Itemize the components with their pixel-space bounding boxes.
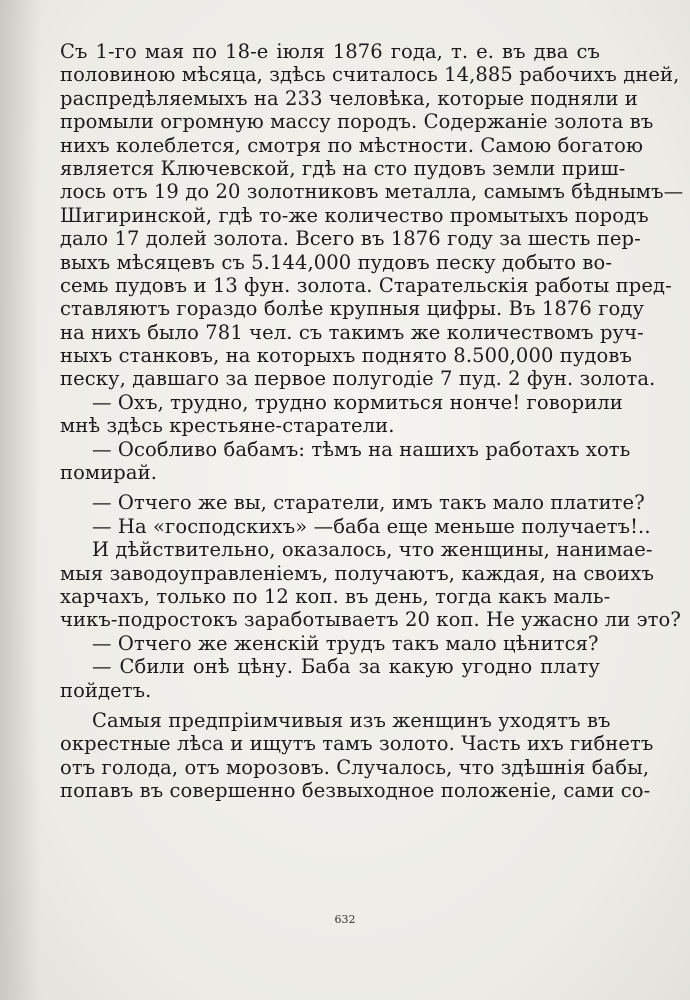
- page-number: 632: [334, 913, 356, 926]
- text-line: на нихъ было 781 чел. съ такимъ же количествомъ руч-: [60, 320, 644, 344]
- text-line: пойдетъ.: [60, 678, 152, 702]
- text-line: ставляютъ гораздо болѣе крупныя цифры. Въ 1876 году: [60, 297, 645, 321]
- text-line: распредѣляемыхъ на 233 человѣка, которые подняли и: [60, 86, 638, 110]
- dialogue-line: — Отчего же женскій трудъ такъ мало цѣнится?: [92, 631, 599, 655]
- text-line: нихъ колеблется, смотря по мѣстности. Самою богатою: [60, 133, 644, 157]
- text-line: мыя заводоуправленіемъ, получаютъ, каждая, на своихъ: [60, 561, 654, 585]
- text-line: лось отъ 19 до 20 золотниковъ металла, самымъ бѣднымъ—: [60, 180, 684, 204]
- text-line: половиною мѣсяца, здѣсь считалось 14,885 рабочихъ дней,: [60, 63, 680, 87]
- text-line: харчахъ, только по 12 коп. въ день, тогда какъ маль-: [60, 584, 611, 608]
- text-line: выхъ мѣсяцевъ съ 5.144,000 пудовъ песку добыто во-: [60, 250, 613, 274]
- dialogue-line: — Охъ, трудно, трудно кормиться нонче! говорили: [92, 390, 623, 414]
- text-line: песку, давшаго за первое полугодіе 7 пуд. 2 фун. золота.: [60, 367, 656, 391]
- text-line: Съ 1-го мая по 18-е іюля 1876 года, т. е. въ два съ: [60, 40, 600, 63]
- paragraph-start-line: И дѣйствительно, оказалось, что женщины, нанимае-: [92, 538, 653, 562]
- text-line: промыли огромную массу породъ. Содержаніе золота въ: [60, 110, 654, 134]
- text-line: является Ключевской, гдѣ на сто пудовъ земли приш-: [60, 156, 626, 180]
- dialogue-line: — На «господскихъ» —баба еще меньше получаетъ!..: [92, 514, 651, 538]
- text-line: помирай.: [60, 461, 158, 485]
- paragraph-start-line: Самыя предпріимчивыя изъ женщинъ уходятъ въ: [92, 708, 611, 732]
- dialogue-line: — Отчего же вы, старатели, имъ такъ мало платите?: [92, 491, 645, 515]
- dialogue-line: — Сбили онѣ цѣну. Баба за какую угодно плату: [92, 655, 600, 679]
- text-line: дало 17 долей золота. Всего въ 1876 году за шесть пер-: [60, 227, 641, 251]
- text-line: отъ голода, отъ морозовъ. Случалось, что здѣшнія бабы,: [60, 755, 650, 779]
- body-text: [60, 40, 684, 803]
- dialogue-line: — Особливо бабамъ: тѣмъ на нашихъ работахъ хоть: [92, 437, 631, 461]
- text-line: Шигиринской, гдѣ то-же количество промытыхъ породъ: [60, 203, 649, 227]
- text-line: мнѣ здѣсь крестьяне-старатели.: [60, 414, 395, 438]
- text-line: ныхъ станковъ, на которыхъ поднято 8.500,000 пудовъ: [60, 344, 632, 368]
- text-line: чикъ-подростокъ заработываетъ 20 коп. Не ужасно ли это?: [60, 608, 681, 632]
- text-line: попавъ въ совершенно безвыходное положеніе, сами со-: [60, 779, 651, 803]
- spine-shadow: [0, 0, 40, 1000]
- text-line: семь пудовъ и 13 фун. золота. Старательскія работы пред-: [60, 273, 672, 297]
- text-line: окрестные лѣса и ищутъ тамъ золото. Часть ихъ гибнетъ: [60, 732, 654, 756]
